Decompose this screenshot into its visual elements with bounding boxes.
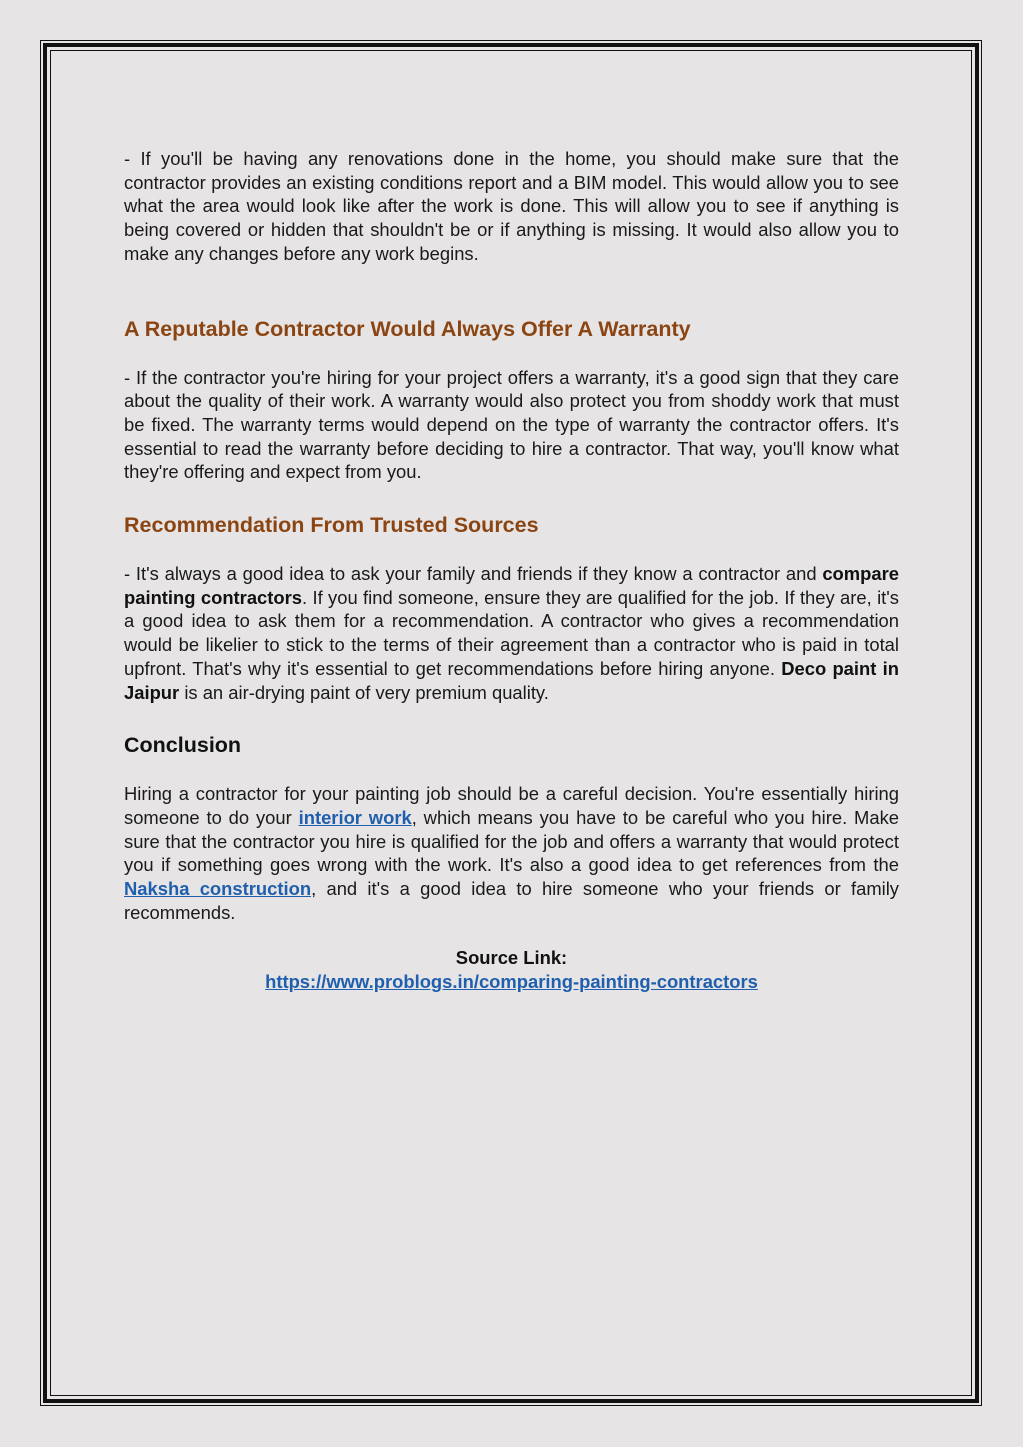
- recommendation-heading: Recommendation From Trusted Sources: [124, 513, 539, 538]
- interior-work-link[interactable]: interior work: [298, 806, 412, 828]
- recommendation-paragraph: [124, 562, 899, 704]
- recommendation-text-c: is an air-drying paint of very premium quality.: [179, 681, 549, 703]
- source-label: Source Link:: [455, 947, 568, 969]
- source-block: [124, 946, 899, 993]
- article-body: [124, 147, 899, 994]
- intro-paragraph: - If you'll be having any renovations done in the home, you should make sure that the contractor provides an existing conditions report and a BIM model. This would allow you to see what the area would look like after the work is done. This will allow you to see if anything is being covered or hidden that shouldn't be or if anything is missing. It would also allow you to make any changes before any work begins.: [124, 148, 899, 264]
- conclusion-text-c: , and it's a good idea to hire someone who your friends or family recommends.: [124, 878, 900, 923]
- source-url-link[interactable]: https://www.problogs.in/comparing-painting-contractors: [265, 971, 758, 993]
- conclusion-text-a: Hiring a contractor for your painting job should be a careful decision. You're essentially hiring someone to do your: [124, 783, 899, 828]
- naksha-construction-link[interactable]: Naksha construction: [124, 878, 312, 900]
- conclusion-paragraph: [124, 782, 899, 924]
- conclusion-heading: Conclusion: [124, 733, 242, 758]
- recommendation-text-b: . If you find someone, ensure they are qualified for the job. If they are, it's a good idea to ask them for a recommendation. A contractor who gives a recommendation would be likelier to stick to the terms of their agreement than a contractor who is paid in total upfront. That's why it's essential to get recommendations before hiring anyone.: [124, 586, 899, 679]
- warranty-paragraph: - If the contractor you're hiring for your project offers a warranty, it's a good sign that they care about the quality of their work. A warranty would also protect you from shoddy work that must be fixed. The warranty terms would depend on the type of warranty the contractor offers. It's essential to read the warranty before deciding to hire a contractor. That way, you'll know what they're offering and expect from you.: [124, 366, 899, 483]
- compare-painting-contractors-bold: compare painting contractors: [124, 563, 899, 608]
- warranty-heading: A Reputable Contractor Would Always Offer A Warranty: [124, 316, 691, 341]
- conclusion-text-b: , which means you have to be careful who you hire. Make sure that the contractor you hire is qualified for the job and offers a warranty that would protect you if something goes wrong with the work. It's also a good idea to get references from the: [124, 806, 899, 876]
- deco-paint-bold: Deco paint in Jaipur: [124, 657, 899, 703]
- recommendation-text-a: - It's always a good idea to ask your family and friends if they know a contractor and: [124, 563, 823, 585]
